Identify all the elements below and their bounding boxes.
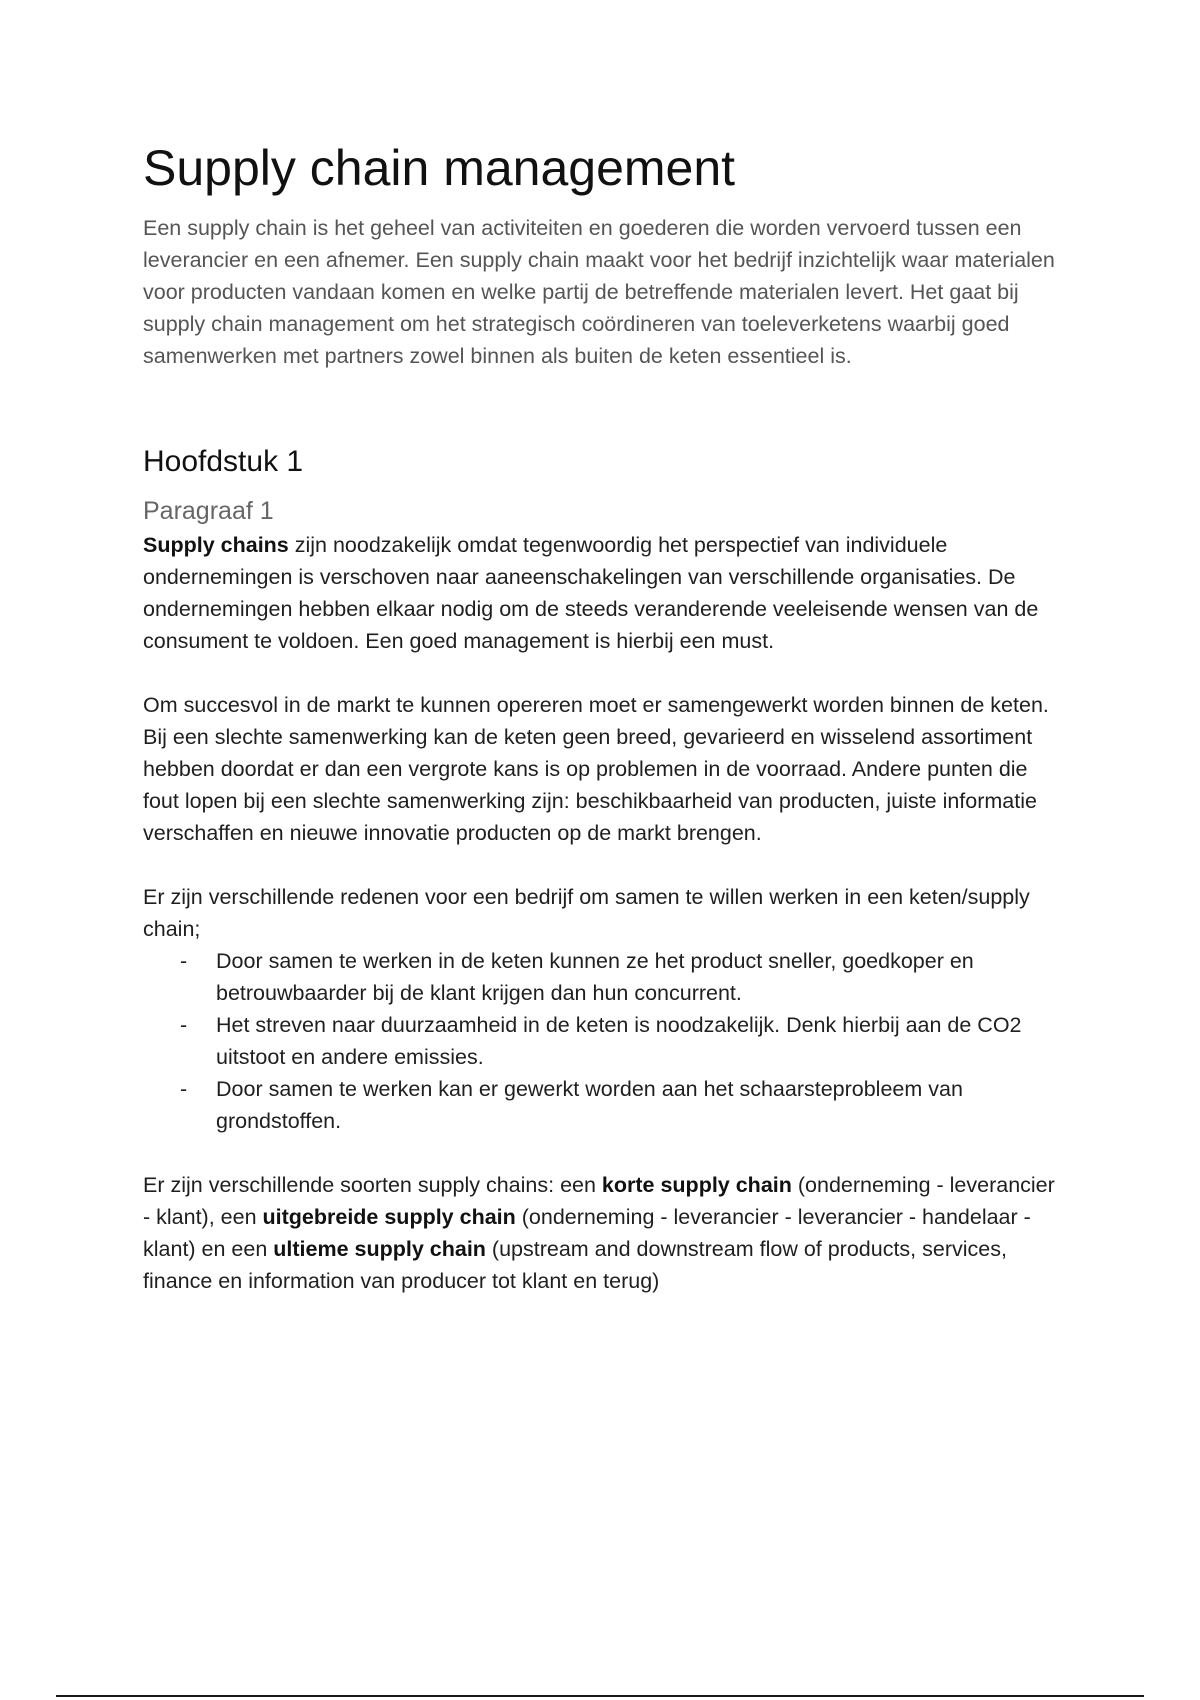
paragraph-text: (upstream and downstream flow of products, services, finance en information van producer tot klant en terug) — [143, 1237, 1007, 1293]
list-bullet: - — [180, 1013, 188, 1037]
bold-term: Supply chains — [143, 533, 289, 557]
paragraph-text: Er zijn verschillende soorten supply chains: een — [143, 1173, 602, 1197]
list-item — [143, 1073, 1063, 1137]
list-item-text: Door samen te werken in de keten kunnen ze het product sneller, goedkoper en betrouwbaarder bij de klant krijgen dan hun concurrent. — [216, 949, 974, 1005]
bold-term: korte supply chain — [601, 1173, 792, 1197]
document-intro: Een supply chain is het geheel van activiteiten en goederen die worden vervoerd tussen een leverancier en een afnemer. Een supply chain maakt voor het bedrijf inzichtelijk waar materialen voor producten vandaan komen en welke partij de betreffende materialen levert. Het gaat bij supply chain management om het strategisch coördineren van toeleverketens waarbij goed samenwerken met partners zowel binnen als buiten de keten essentieel is. — [143, 215, 1055, 368]
reasons-list — [143, 945, 1063, 1137]
paragraph-reasons-intro: Er zijn verschillende redenen voor een bedrijf om samen te willen werken in een keten/supply chain; — [143, 885, 1030, 941]
list-bullet: - — [180, 1077, 188, 1101]
list-item-text: Door samen te werken kan er gewerkt worden aan het schaarsteprobleem van grondstoffen. — [216, 1077, 963, 1133]
chapter-heading: Hoofdstuk 1 — [143, 444, 304, 478]
section-heading: Paragraaf 1 — [143, 496, 274, 525]
bold-term: ultieme supply chain — [273, 1237, 486, 1261]
paragraph-text: (onderneming - leverancier - klant), een — [143, 1173, 1055, 1229]
bold-term: uitgebreide supply chain — [262, 1205, 516, 1229]
paragraph-text: (onderneming - leverancier - leverancier - handelaar - klant) en een — [143, 1205, 1031, 1261]
list-item — [143, 945, 1063, 1009]
paragraph-cooperation: Om succesvol in de markt te kunnen opereren moet er samengewerkt worden binnen de keten. Bij een slechte samenwerking kan de keten geen breed, gevarieerd en wisselend assortiment hebben doordat er dan een vergrote kans is op problemen in de voorraad. Andere punten die fout lopen bij een slechte samenwerking zijn: beschikbaarheid van producten, juiste informatie verschaffen en nieuwe innovatie producten op de markt brengen. — [143, 693, 1049, 845]
document-page — [143, 140, 1063, 1329]
paragraph-chain-types — [143, 1169, 1063, 1297]
list-item-text: Het streven naar duurzaamheid in de keten is noodzakelijk. Denk hierbij aan de CO2 uitstoot en andere emissies. — [216, 1013, 1022, 1069]
page-bottom-rule — [56, 1695, 1144, 1697]
paragraph-supply-chains — [143, 529, 1063, 657]
paragraph-text: zijn noodzakelijk omdat tegenwoordig het perspectief van individuele ondernemingen is verschoven naar aaneenschakelingen van verschillende organisaties. De ondernemingen hebben elkaar nodig om de steeds veranderende veeleisende wensen van de consument te voldoen. Een goed management is hierbij een must. — [143, 533, 1039, 653]
list-item — [143, 1009, 1063, 1073]
document-title: Supply chain management — [143, 140, 736, 196]
list-bullet: - — [180, 949, 188, 973]
